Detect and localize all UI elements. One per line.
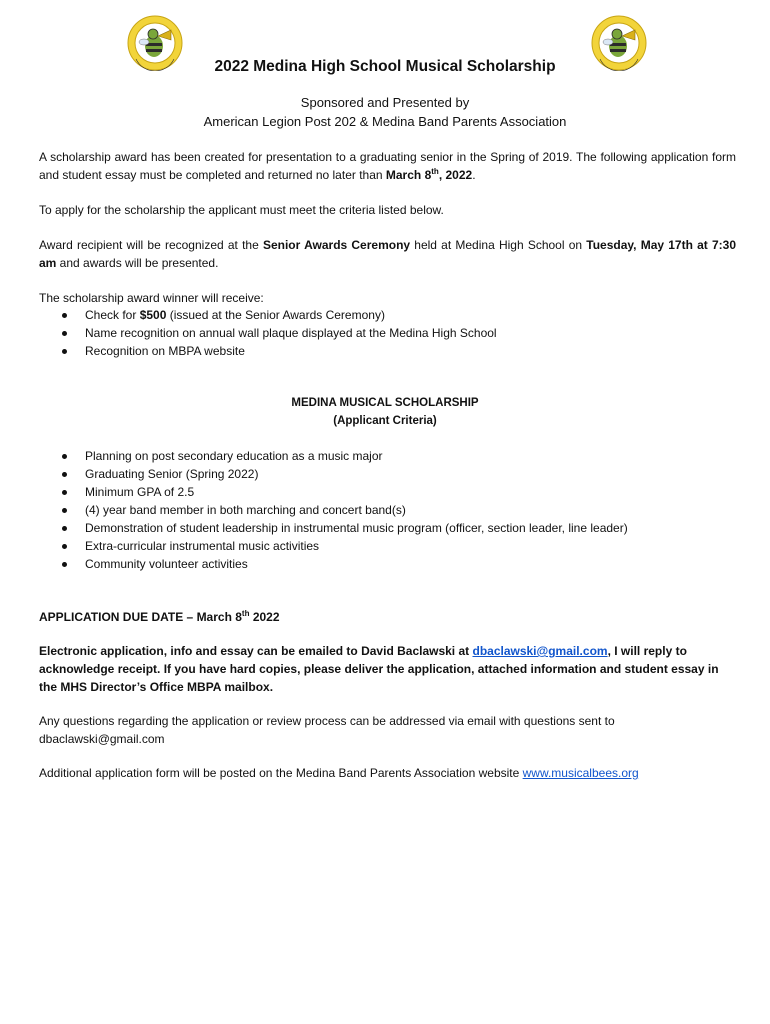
due-date: APPLICATION DUE DATE – March 8th 2022 — [39, 609, 280, 624]
award-intro: The scholarship award winner will receive: — [39, 291, 264, 305]
list-item: Extra-curricular instrumental music activities — [39, 537, 736, 555]
list-item: Check for $500 (issued at the Senior Awards Ceremony) — [39, 306, 736, 324]
criteria-heading: MEDINA MUSICAL SCHOLARSHIP — [291, 397, 479, 409]
intro-paragraph: A scholarship award has been created for presentation to a graduating senior in the Spring of 2019. The following application form and student essay must be completed and returned no later than March 8th, 2022. — [39, 150, 736, 182]
questions-paragraph: Any questions regarding the application or review process can be addressed via email with questions sent to dbaclawski@gmail.com — [39, 714, 615, 746]
sponsor-line-1: Sponsored and Presented by — [300, 95, 470, 110]
website-paragraph: Additional application form will be posted on the Medina Band Parents Association website www.musicalbees.org — [39, 766, 639, 780]
list-item: Demonstration of student leadership in instrumental music program (officer, section leader, line leader) — [39, 519, 736, 537]
criteria-subheading: (Applicant Criteria) — [333, 415, 437, 427]
list-item: Planning on post secondary education as a music major — [39, 447, 736, 465]
list-item: Minimum GPA of 2.5 — [39, 483, 736, 501]
website-link[interactable]: www.musicalbees.org — [522, 766, 639, 780]
electronic-submission-paragraph: Electronic application, info and essay can be emailed to David Baclawski at dbaclawski@gmail.com, I will reply to acknowledge receipt. If you have hard copies, please deliver the application, attached information and student essay in the MHS Director’s Office MBPA mailbox. — [39, 644, 719, 694]
list-item: Graduating Senior (Spring 2022) — [39, 465, 736, 483]
document-title: 2022 Medina High School Musical Scholarship — [214, 58, 556, 75]
list-item: Recognition on MBPA website — [39, 342, 736, 360]
sponsor-line-2: American Legion Post 202 & Medina Band Parents Association — [203, 114, 567, 129]
list-item: (4) year band member in both marching and concert band(s) — [39, 501, 736, 519]
list-item: Name recognition on annual wall plaque displayed at the Medina High School — [39, 324, 736, 342]
recognition-paragraph: Award recipient will be recognized at the Senior Awards Ceremony held at Medina High School on Tuesday, May 17th at 7:30 am and awards will be presented. — [39, 238, 737, 270]
criteria-list — [39, 447, 736, 573]
list-item: Community volunteer activities — [39, 555, 736, 573]
criteria-intro: To apply for the scholarship the applicant must meet the criteria listed below. — [39, 203, 444, 217]
email-link[interactable]: dbaclawski@gmail.com — [472, 644, 608, 658]
award-list — [39, 306, 736, 360]
